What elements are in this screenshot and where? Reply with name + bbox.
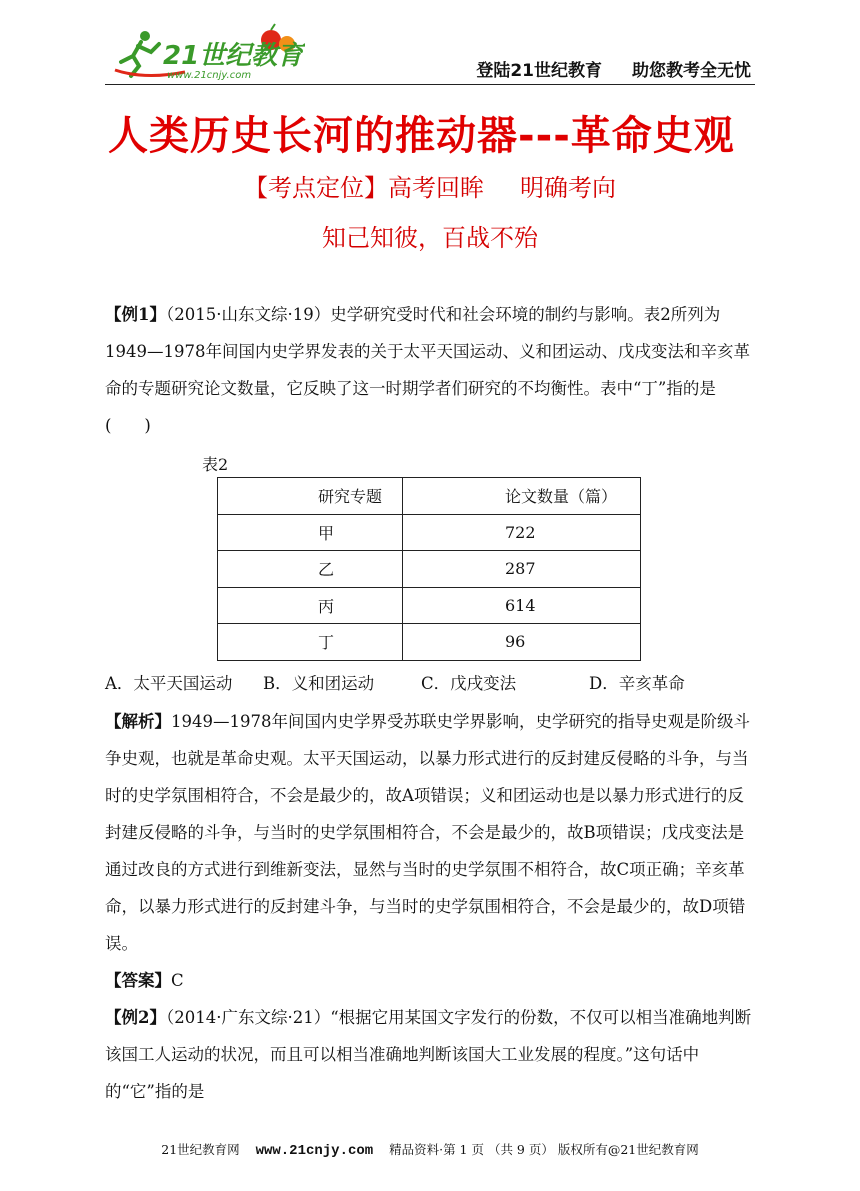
example-2-text: （2014·广东文综·21）“根据它用某国文字发行的份数，不仅可以相当准确地判断该国工人运动的状况，而且可以相当准确地判断该国大工业发展的程度。”这句话中的“它”指的是 xyxy=(105,1008,752,1101)
example-2-label: 【例2】 xyxy=(105,1008,166,1027)
option-c: C．戊戌变法 xyxy=(421,674,517,693)
analysis-text: 1949—1978年间国内史学界受苏联史学界影响，史学研究的指导史观是阶级斗争史观，也就是革命史观。太平天国运动，以暴力形式进行的反封建反侵略的斗争，与当时的史学氛围相符合，不会是最少的，故A项错误；义和团运动也是以暴力形式进行的反封建反侵略的斗争，与当时的史学氛围相符合，不会是最少的，故B项错误；戊戌变法是通过改良的方式进行到维新变法，显然与当时的史学氛围不相符合，故C项正确；辛亥革命，以暴力形式进行的反封建斗争，与当时的史学氛围相符合，不会是最少的，故D项错误。 xyxy=(105,712,750,953)
21cnjy-logo xyxy=(105,22,305,82)
analysis-label: 【解析】 xyxy=(105,712,171,731)
svg-text:www.21cnjy.com: www.21cnjy.com xyxy=(167,70,252,81)
table-row xyxy=(218,587,641,624)
svg-text:21世纪教育: 21世纪教育 xyxy=(163,41,304,71)
subtitle-part-1: 【考点定位】高考回眸 xyxy=(244,174,484,202)
table-row xyxy=(218,514,641,551)
subtitle-line-2: 知己知彼，百战不殆 xyxy=(322,224,538,252)
header-tagline-left: 登陆21世纪教育 xyxy=(476,61,602,81)
table-cell: 乙 xyxy=(218,551,403,588)
example-1-analysis xyxy=(105,703,755,1110)
table-caption: 表2 xyxy=(202,455,229,474)
footer-url[interactable]: www.21cnjy.com xyxy=(255,1143,374,1159)
research-table xyxy=(217,477,641,661)
table-cell: 丙 xyxy=(218,587,403,624)
subtitle-line-1 xyxy=(0,168,860,203)
header-tagline xyxy=(476,56,751,81)
example-1-text: （2015·山东文综·19）史学研究受时代和社会环境的制约与影响。表2所列为1949—1978年间国内史学界发表的关于太平天国运动、义和团运动、戊戌变法和辛亥革命的专题研究论文数量，它反映了这一时期学者们研究的不均衡性。表中“丁”指的是( ) xyxy=(105,305,750,435)
table-cell: 722 xyxy=(403,514,641,551)
page-header xyxy=(105,22,755,84)
page-title: 人类历史长河的推动器---革命史观 xyxy=(108,113,735,159)
table-cell: 96 xyxy=(403,624,641,661)
subtitle-part-2: 明确考向 xyxy=(520,174,616,202)
table-header-cell: 论文数量（篇） xyxy=(403,478,641,515)
table-header-row xyxy=(218,478,641,515)
header-tagline-right: 助您教考全无忧 xyxy=(632,61,751,81)
footer-site: 21世纪教育网 xyxy=(161,1142,240,1157)
table-row xyxy=(218,624,641,661)
answer-label: 【答案】 xyxy=(105,971,171,990)
option-a: A．太平天国运动 xyxy=(105,674,233,693)
option-d: D．辛亥革命 xyxy=(589,674,685,693)
footer-info: 精品资料·第 1 页 （共 9 页） 版权所有@21世纪教育网 xyxy=(389,1142,699,1157)
table-row xyxy=(218,551,641,588)
option-b: B．义和团运动 xyxy=(263,674,375,693)
table-cell: 614 xyxy=(403,587,641,624)
example-1-question xyxy=(105,296,755,444)
table-cell: 丁 xyxy=(218,624,403,661)
page-footer xyxy=(0,1140,860,1159)
table-cell: 甲 xyxy=(218,514,403,551)
answer-options xyxy=(105,670,685,694)
table-cell: 287 xyxy=(403,551,641,588)
example-1-label: 【例1】 xyxy=(105,305,166,324)
table-header-cell: 研究专题 xyxy=(218,478,403,515)
header-divider xyxy=(105,84,755,85)
answer-text: C xyxy=(171,971,184,990)
